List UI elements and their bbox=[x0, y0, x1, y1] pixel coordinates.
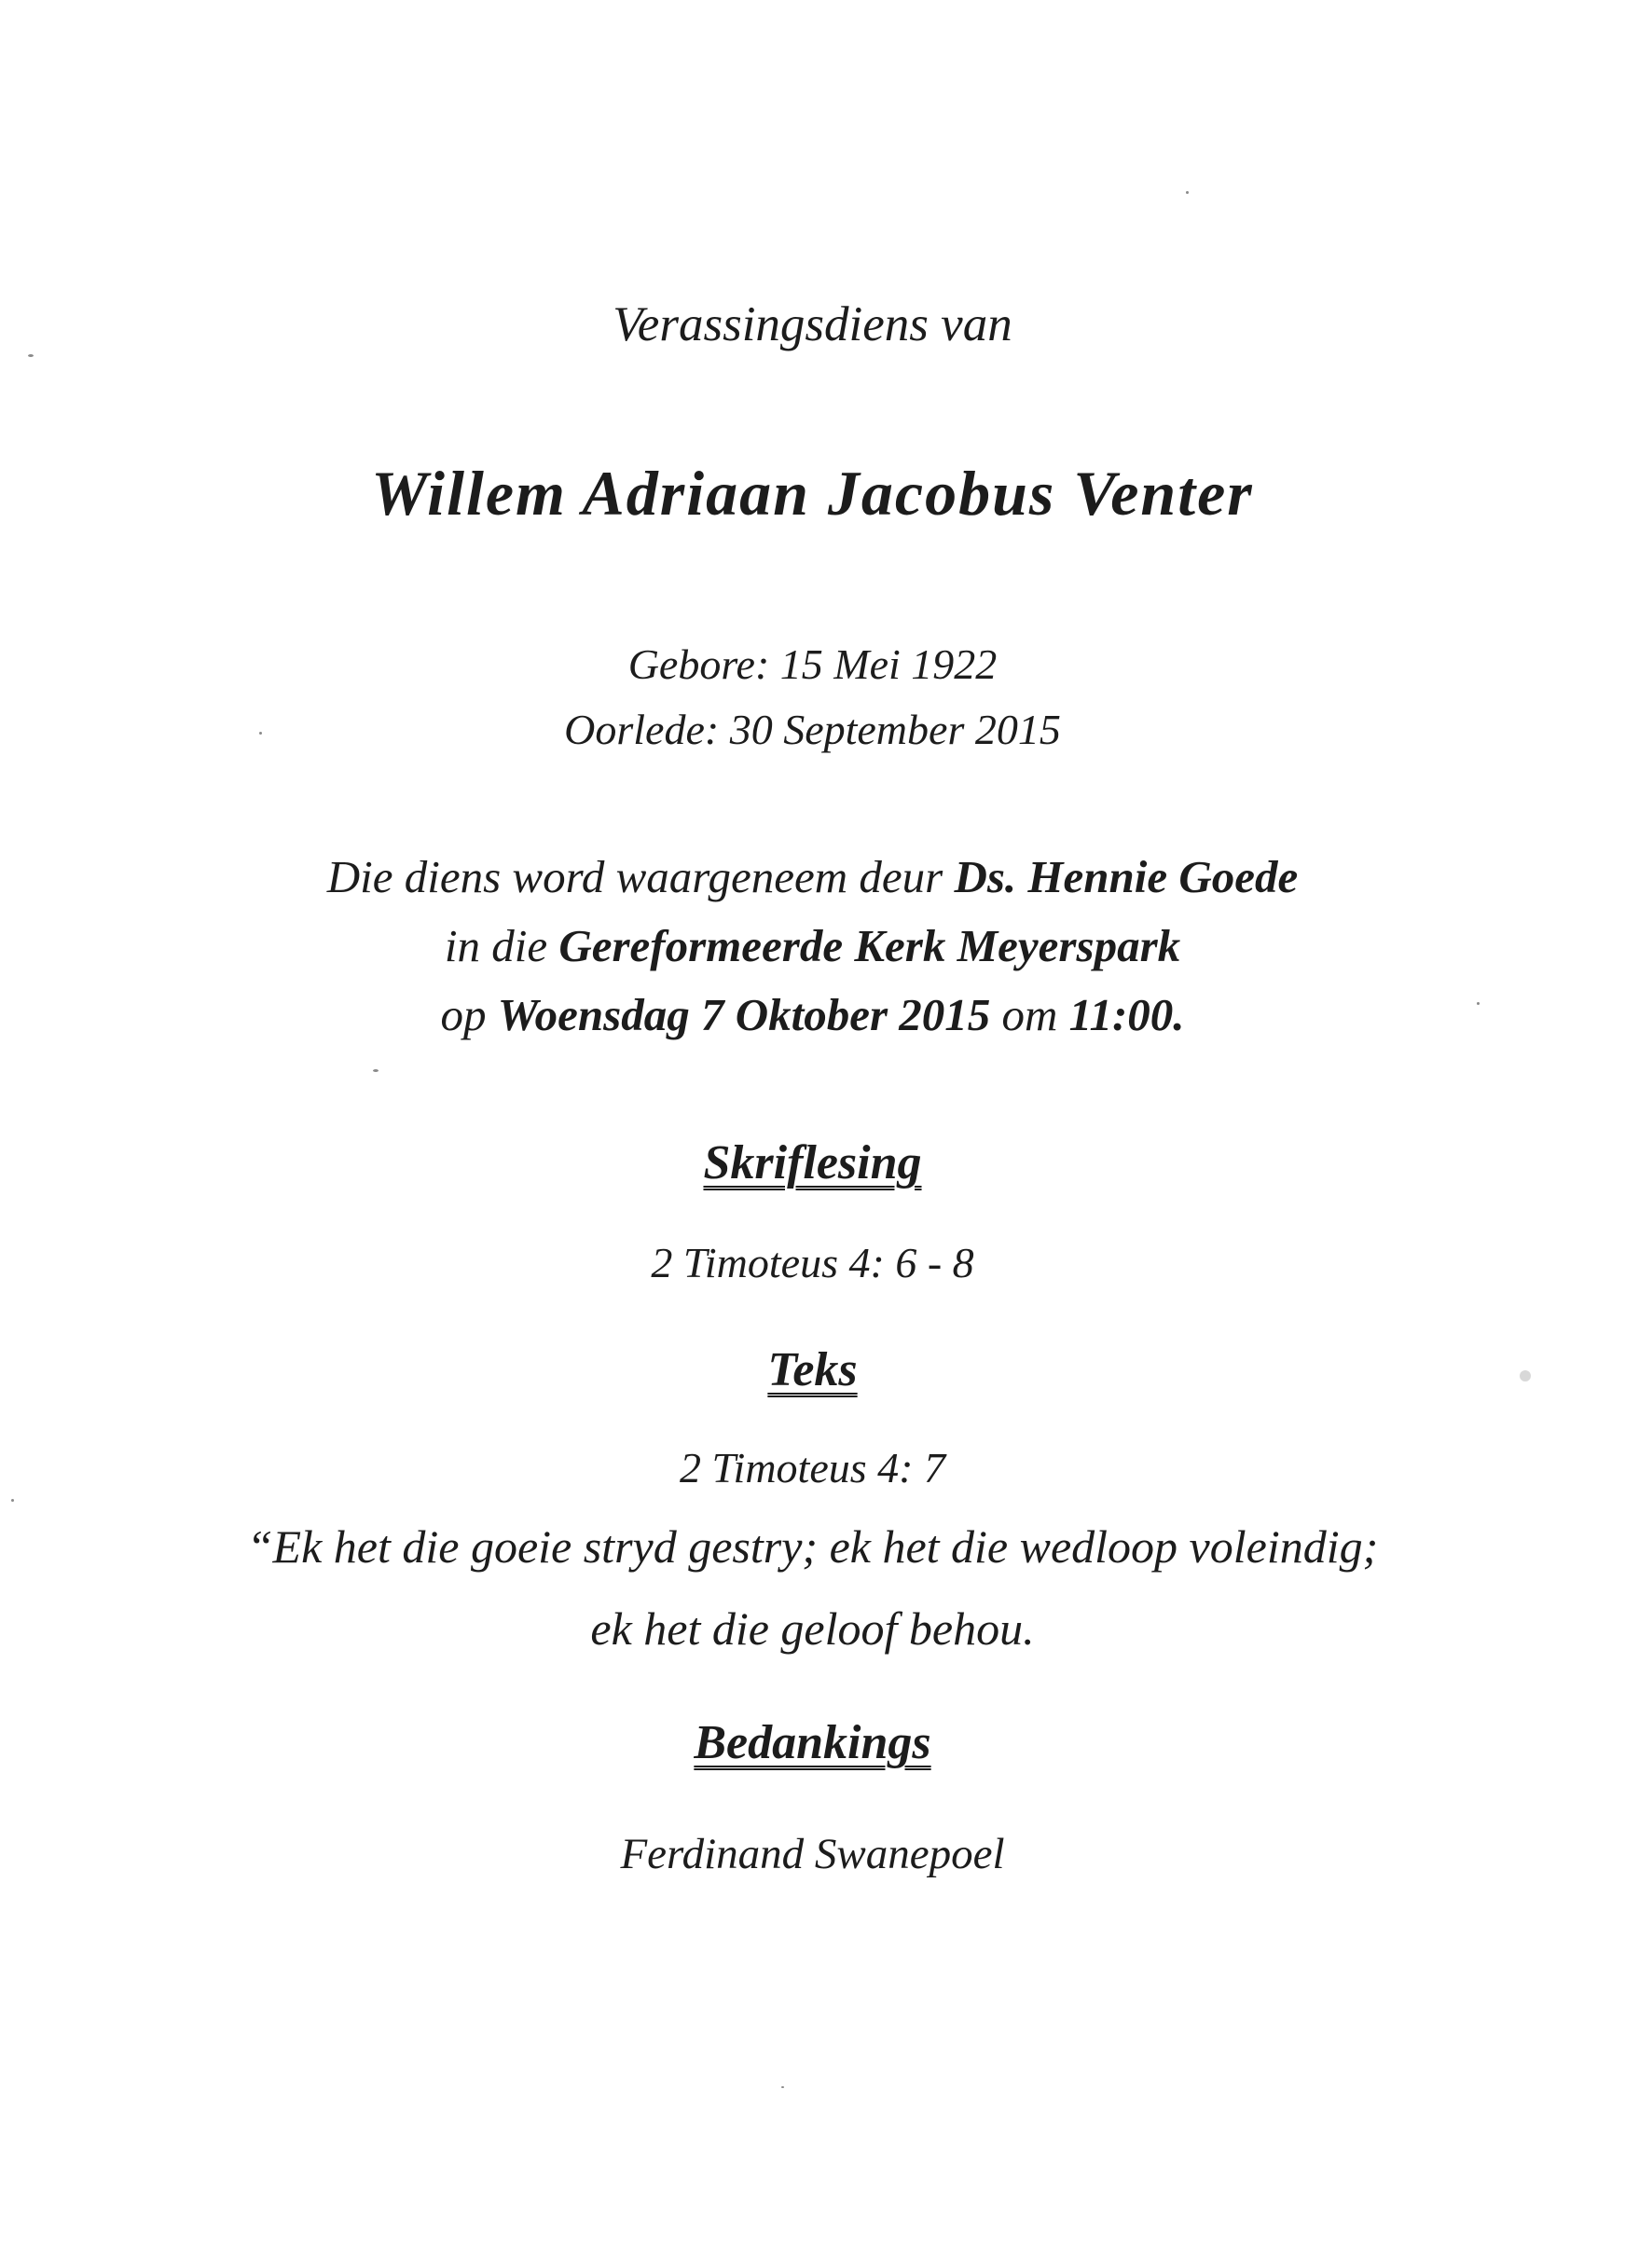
scan-speck bbox=[28, 354, 34, 357]
text-reference: 2 Timoteus 4: 7 bbox=[680, 1444, 945, 1491]
service-line3-text: op bbox=[440, 989, 498, 1040]
reading-heading: Skriflesing bbox=[703, 1136, 922, 1189]
thanks-name: Ferdinand Swanepoel bbox=[620, 1830, 1005, 1878]
service-subtitle: Verassingsdiens van bbox=[613, 297, 1012, 351]
reading-reference: 2 Timoteus 4: 6 - 8 bbox=[651, 1239, 974, 1286]
service-time: 11:00. bbox=[1068, 989, 1185, 1040]
scan-speck bbox=[259, 732, 262, 735]
scan-speck bbox=[1520, 1370, 1531, 1381]
text-quote-line2: ek het die geloof behou. bbox=[590, 1602, 1035, 1655]
service-line-church bbox=[0, 919, 1625, 972]
service-date: Woensdag 7 Oktober 2015 bbox=[497, 989, 991, 1040]
text-quote-line1: “Ek het die goeie stryd gestry; ek het die wedloop voleindig; bbox=[246, 1520, 1379, 1573]
service-line3-mid: om bbox=[990, 989, 1069, 1040]
scan-speck bbox=[781, 2086, 784, 2088]
church-name: Gereformeerde Kerk Meyerspark bbox=[558, 920, 1181, 971]
service-line2-text: in die bbox=[444, 920, 559, 971]
scan-speck bbox=[1186, 191, 1189, 194]
service-line-officiant bbox=[0, 850, 1625, 903]
scan-speck bbox=[1477, 1002, 1480, 1005]
birth-date: Gebore: 15 Mei 1922 bbox=[627, 640, 998, 688]
text-heading: Teks bbox=[767, 1343, 858, 1396]
thanks-heading: Bedankings bbox=[694, 1716, 931, 1769]
scan-speck bbox=[11, 1499, 14, 1502]
scan-speck bbox=[373, 1069, 379, 1072]
deceased-name: Willem Adriaan Jacobus Venter bbox=[371, 458, 1254, 529]
service-line1-text: Die diens word waargeneem deur bbox=[326, 851, 955, 902]
death-date: Oorlede: 30 September 2015 bbox=[564, 706, 1061, 753]
service-line-datetime bbox=[0, 988, 1625, 1041]
minister-name: Ds. Hennie Goede bbox=[954, 851, 1299, 902]
